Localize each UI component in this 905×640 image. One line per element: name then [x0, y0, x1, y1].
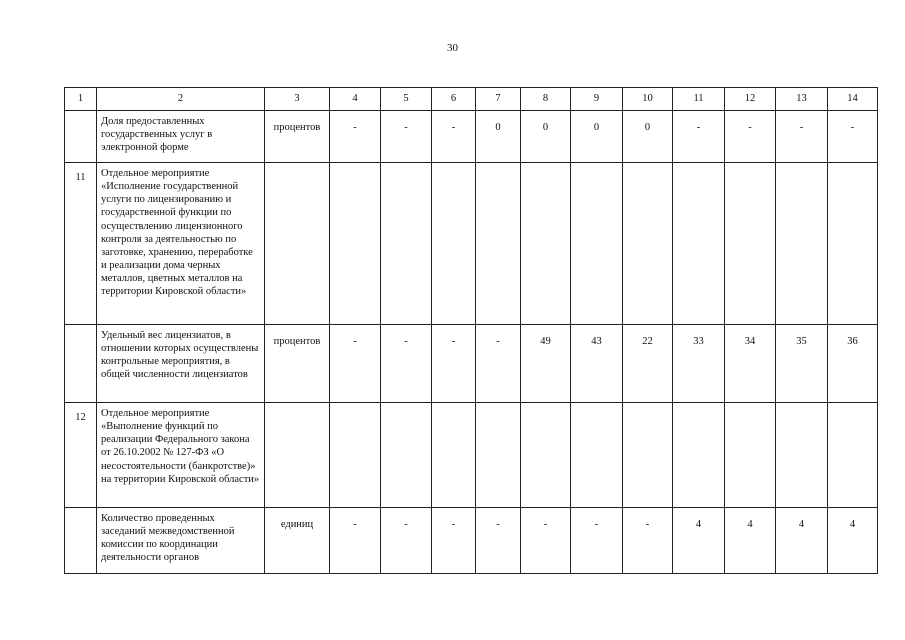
header-cell: 8 [521, 88, 571, 111]
value-cell [330, 403, 381, 508]
value-cell: 4 [776, 508, 828, 574]
value-cell: - [432, 325, 476, 403]
value-cell: - [381, 111, 432, 163]
value-cell: 4 [673, 508, 725, 574]
value-cell: - [673, 111, 725, 163]
value-cell [828, 403, 878, 508]
value-cell [432, 163, 476, 325]
value-cell: 4 [828, 508, 878, 574]
row-unit [265, 403, 330, 508]
value-cell: 22 [623, 325, 673, 403]
value-cell: - [623, 508, 673, 574]
header-cell: 11 [673, 88, 725, 111]
value-cell [776, 403, 828, 508]
row-number: 12 [65, 403, 97, 508]
value-cell: - [776, 111, 828, 163]
header-cell: 5 [381, 88, 432, 111]
header-cell: 12 [725, 88, 776, 111]
value-cell: - [432, 508, 476, 574]
value-cell: 49 [521, 325, 571, 403]
table-row [65, 403, 878, 508]
value-cell [725, 163, 776, 325]
value-cell: - [521, 508, 571, 574]
header-cell: 10 [623, 88, 673, 111]
header-cell: 4 [330, 88, 381, 111]
row-number [65, 325, 97, 403]
row-unit: процентов [265, 325, 330, 403]
value-cell: - [330, 325, 381, 403]
value-cell: 33 [673, 325, 725, 403]
row-description: Отдельное мероприятие «Выполнение функций по реализации Федерального закона от 26.10.2002 № 127-ФЗ «О несостоятельности (банкротстве)» на территории Кировской области» [97, 403, 265, 508]
header-cell: 13 [776, 88, 828, 111]
row-description: Доля предоставленных государственных услуг в электронной форме [97, 111, 265, 163]
value-cell [381, 163, 432, 325]
value-cell [476, 163, 521, 325]
header-cell: 7 [476, 88, 521, 111]
indicator-table [64, 87, 878, 574]
value-cell [725, 403, 776, 508]
value-cell [330, 163, 381, 325]
row-number: 11 [65, 163, 97, 325]
table-row [65, 111, 878, 163]
row-unit: процентов [265, 111, 330, 163]
value-cell: - [330, 508, 381, 574]
value-cell: - [725, 111, 776, 163]
row-unit: единиц [265, 508, 330, 574]
value-cell [521, 163, 571, 325]
value-cell [432, 403, 476, 508]
row-number [65, 111, 97, 163]
value-cell: - [571, 508, 623, 574]
value-cell [571, 403, 623, 508]
row-description: Отдельное мероприятие «Исполнение государственной услуги по лицензированию и государственной функции по осуществлению лицензионного контроля за деятельностью по заготовке, хранению, переработке и реализации дома черных металлов, цветных металлов на территории Кировской области» [97, 163, 265, 325]
page-number: 30 [447, 42, 458, 54]
value-cell: - [476, 325, 521, 403]
value-cell: 4 [725, 508, 776, 574]
value-cell [476, 403, 521, 508]
value-cell: 0 [571, 111, 623, 163]
value-cell: 0 [623, 111, 673, 163]
header-cell: 1 [65, 88, 97, 111]
value-cell [673, 163, 725, 325]
value-cell: 34 [725, 325, 776, 403]
header-cell: 2 [97, 88, 265, 111]
value-cell: 0 [521, 111, 571, 163]
table-row [65, 325, 878, 403]
value-cell [673, 403, 725, 508]
value-cell [623, 403, 673, 508]
value-cell: 35 [776, 325, 828, 403]
value-cell [521, 403, 571, 508]
value-cell [381, 403, 432, 508]
value-cell: - [381, 508, 432, 574]
value-cell [623, 163, 673, 325]
header-cell: 6 [432, 88, 476, 111]
table-row [65, 163, 878, 325]
header-row [65, 88, 878, 111]
row-number [65, 508, 97, 574]
value-cell: - [330, 111, 381, 163]
value-cell: 43 [571, 325, 623, 403]
header-cell: 3 [265, 88, 330, 111]
value-cell: - [432, 111, 476, 163]
row-description: Количество проведенных заседаний межведомственной комиссии по координации деятельности органов [97, 508, 265, 574]
value-cell: - [381, 325, 432, 403]
value-cell [828, 163, 878, 325]
value-cell [776, 163, 828, 325]
row-unit [265, 163, 330, 325]
value-cell [571, 163, 623, 325]
value-cell: 0 [476, 111, 521, 163]
value-cell: - [476, 508, 521, 574]
table-row [65, 508, 878, 574]
row-description: Удельный вес лицензиатов, в отношении которых осуществлены контрольные мероприятия, в общей численности лицензиатов [97, 325, 265, 403]
value-cell: 36 [828, 325, 878, 403]
header-cell: 14 [828, 88, 878, 111]
value-cell: - [828, 111, 878, 163]
header-cell: 9 [571, 88, 623, 111]
